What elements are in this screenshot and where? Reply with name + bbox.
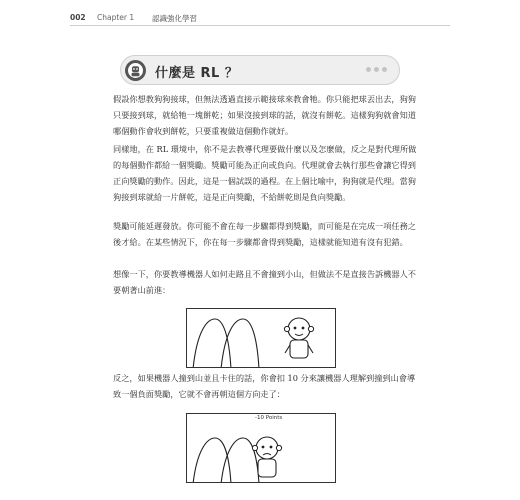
paragraph-robot-intro: 想像一下，你要教導機器人如何走路且不會撞到小山，但做法不是直接告訴機器人不要朝著山前進：: [113, 269, 416, 295]
figure-points-label: -10 Points: [255, 415, 283, 421]
figure-1-illustration: [187, 309, 336, 368]
figure-robot-negative-reward: [186, 413, 336, 483]
page-header: [70, 13, 450, 27]
section-title-bar: [120, 55, 400, 85]
chapter-label: Chapter 1: [97, 13, 135, 22]
figure-2-illustration: [187, 414, 336, 483]
dot-3: [382, 67, 387, 72]
figure-robot-and-mountains: [186, 308, 336, 368]
dot-2: [374, 67, 379, 72]
robot-icon: [125, 60, 146, 81]
header-divider: [70, 25, 450, 26]
decorative-dots: [366, 67, 387, 72]
section-title: 什麼是 RL ？: [155, 66, 239, 81]
paragraph-delayed-rewards: 獎勵可能延遲發放。你可能不會在每一步驟都得到獎勵，而可能是在完成一項任務之後才給。在某些情況下，你在每一步驟都會得到獎勵，這樣就能知道有沒有犯錯。: [113, 221, 416, 247]
paragraph-negative-reward: 反之，如果機器人撞到山並且卡住的話，你會扣 10 分來讓機器人理解到撞到山會導致一個負面獎勵，它就不會再朝這個方向走了：: [113, 373, 416, 399]
dot-1: [366, 67, 371, 72]
paragraph-dog-analogy: 假設你想教狗狗接球，但無法透過直接示範接球來教會牠。你只能把球丟出去，狗狗只要接到球，就給牠一塊餅乾；如果沒接到球的話，就沒有餅乾。這樣狗狗就會知道哪個動作會收到餅乾，只要重複做這個動作就好。: [113, 94, 416, 136]
page-number: 002: [70, 13, 86, 22]
paragraph-rl-rewards: 同樣地，在 RL 環境中，你不是去教導代理要做什麼以及怎麼做，反之是對代理所做的每個動作都給一個獎勵。獎勵可能為正向或負向。代理就會去執行那些會讓它得到正向獎勵的動作。因此，這是一個試誤的過程。在上個比喻中，狗狗就是代理。當狗狗接到球就給一片餅乾，這是正向獎勵，不給餅乾則是負向獎勵。: [113, 144, 417, 202]
chapter-title: 認識強化學習: [152, 14, 197, 23]
